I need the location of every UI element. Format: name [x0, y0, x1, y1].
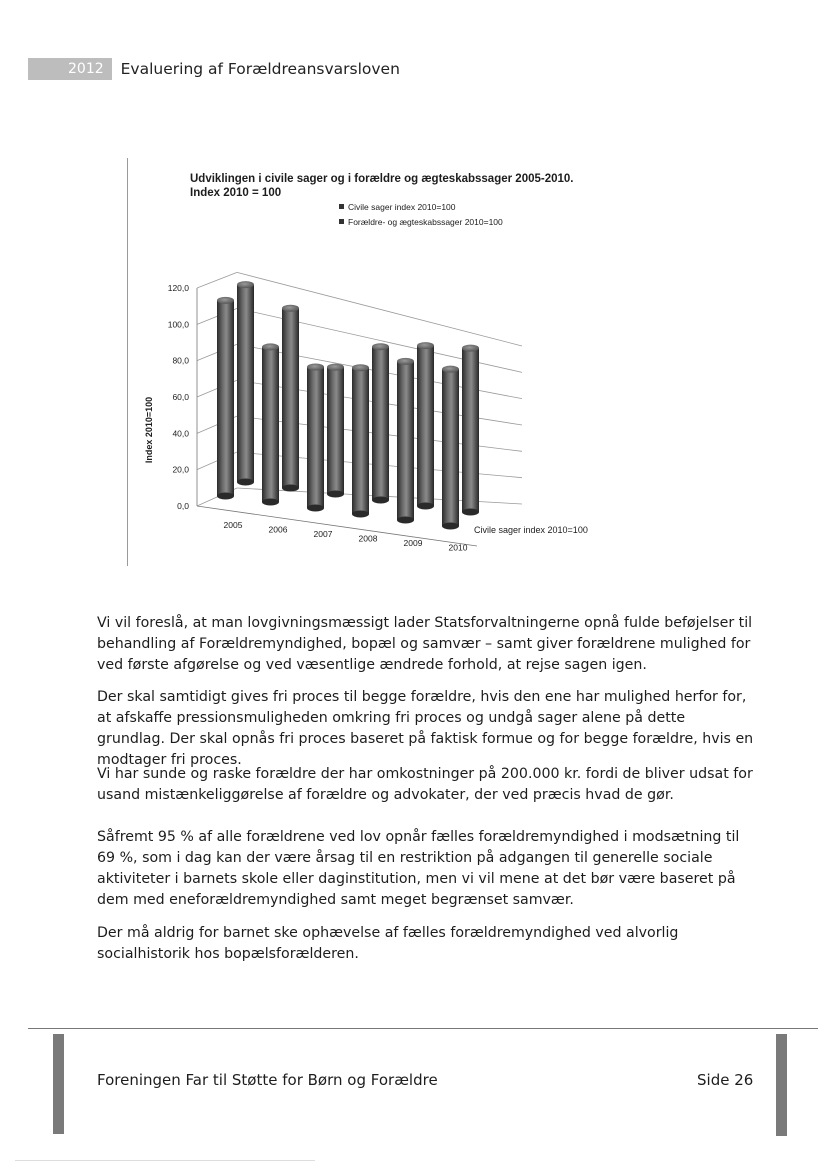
bar-cap	[352, 364, 369, 371]
bar-base	[372, 497, 389, 504]
legend-label: Civile sager index 2010=100	[348, 202, 456, 212]
bar-2007-s1	[307, 367, 324, 508]
footer-bar-left	[53, 1034, 64, 1134]
legend-swatch	[339, 219, 344, 224]
bar-base	[262, 499, 279, 506]
bar-cap	[327, 364, 344, 371]
bottom-rule	[15, 1160, 315, 1161]
x-tick-label: 2009	[403, 538, 423, 548]
bar-2009-s1	[397, 361, 414, 520]
page-header	[28, 58, 400, 80]
x-tick-label: 2007	[313, 529, 333, 539]
footer-rule	[28, 1028, 818, 1029]
y-tick-label: 80,0	[172, 355, 189, 366]
depth-axis-label: Civile sager index 2010=100	[474, 525, 588, 535]
x-tick-label: 2006	[268, 524, 288, 535]
bar-cap	[307, 364, 324, 371]
paragraph-5: Der må aldrig for barnet ske ophævelse af fælles forældremyndighed ved alvorlig socialhistorik hos bopælsforælderen.	[97, 925, 679, 962]
bar-2009-s2	[417, 346, 434, 506]
y-tick-label: 100,0	[167, 319, 189, 330]
bar-2008-s2	[372, 347, 389, 500]
gridline-back	[237, 272, 522, 346]
chart-title: Udviklingen i civile sager og i forældre og ægteskabssager 2005-2010.	[190, 173, 574, 185]
x-axis	[224, 520, 468, 553]
chart-legend	[339, 202, 503, 227]
y-tick-label: 20,0	[172, 464, 189, 475]
bar-base	[462, 509, 479, 516]
chart-subtitle: Index 2010 = 100	[190, 187, 282, 199]
bar-base	[352, 511, 369, 518]
paragraph-1: Vi vil foreslå, at man lovgivningsmæssigt lader Statsforvaltningerne opnå fulde beføjelser til behandling af Forældremyndighed, bopæl og samvær – samt giver forældrene mulighed for ved første afgørelse og ved væsentlige ændrede forhold, at rejse sagen igen.	[97, 615, 753, 673]
bar-cap	[237, 281, 254, 288]
bar-2005-s2	[237, 285, 254, 482]
x-tick-label: 2010	[448, 542, 468, 553]
y-tick-label: 0,0	[177, 501, 189, 511]
bar-chart	[127, 158, 647, 568]
bar-base	[237, 479, 254, 486]
bar-base	[327, 491, 344, 498]
bar-cap	[372, 343, 389, 350]
legend-swatch	[339, 204, 344, 209]
y-tick-label: 60,0	[172, 392, 189, 402]
x-tick-label: 2005	[223, 520, 243, 530]
bar-cap	[462, 345, 479, 352]
gridline-left	[197, 272, 237, 288]
bar-2005-s1	[217, 300, 234, 496]
bar-cap	[282, 305, 299, 312]
bar-2006-s1	[262, 347, 279, 502]
x-tick-label: 2008	[358, 533, 378, 544]
bar-cap	[262, 343, 279, 350]
bar-cap	[217, 297, 234, 304]
bar-cap	[442, 366, 459, 373]
document-title: Evaluering af Forældreansvarsloven	[120, 60, 400, 78]
chart-bars	[217, 281, 479, 529]
bar-cap	[417, 342, 434, 349]
bar-2008-s1	[352, 368, 369, 514]
bar-2010-s2	[462, 348, 479, 512]
bar-base	[282, 485, 299, 492]
bar-2007-s2	[327, 367, 344, 494]
bar-2006-s2	[282, 308, 299, 488]
footer-organization: Foreningen Far til Støtte for Børn og Forældre	[97, 1071, 438, 1089]
year-badge: 2012	[28, 58, 112, 80]
bar-base	[397, 517, 414, 524]
bar-2010-s1	[442, 369, 459, 526]
bar-cap	[397, 358, 414, 365]
bar-base	[217, 493, 234, 500]
y-tick-label: 40,0	[172, 428, 189, 439]
paragraph-2: Der skal samtidigt gives fri proces til begge forældre, hvis den ene har mulighed herfor for, at afskaffe pressionsmuligheden omkring fri proces og undgå sager alene på dette grundlag. Der skal opnås fri proces baseret på faktisk formue og for begge forældre, hvis en modtager fri proces.	[97, 689, 754, 768]
bar-base	[417, 503, 434, 510]
bar-base	[442, 523, 459, 530]
paragraph-3: Vi har sunde og raske forældre der har omkostninger på 200.000 kr. fordi de bliver udsat for usand mistænkeliggørelse af forældre og advokater, der ved præcis hvad de gør.	[97, 766, 753, 803]
chart-container	[127, 158, 647, 568]
legend-label: Forældre- og ægteskabssager 2010=100	[348, 217, 503, 227]
bar-base	[307, 505, 324, 512]
y-tick-label: 120,0	[167, 283, 189, 293]
y-axis-label: Index 2010=100	[144, 396, 154, 464]
paragraph-4: Såfremt 95 % af alle forældrene ved lov opnår fælles forældremyndighed i modsætning til 69 %, som i dag kan der være årsag til en restriktion på adgangen til generelle sociale aktiviteter i barnets skole eller daginstitution, men vi vil mene at det bør være baseret på dem med eneforældremyndighed samt meget begrænset samvær.	[97, 829, 740, 908]
page-number: Side 26	[697, 1071, 754, 1089]
footer-bar-right	[776, 1034, 787, 1136]
